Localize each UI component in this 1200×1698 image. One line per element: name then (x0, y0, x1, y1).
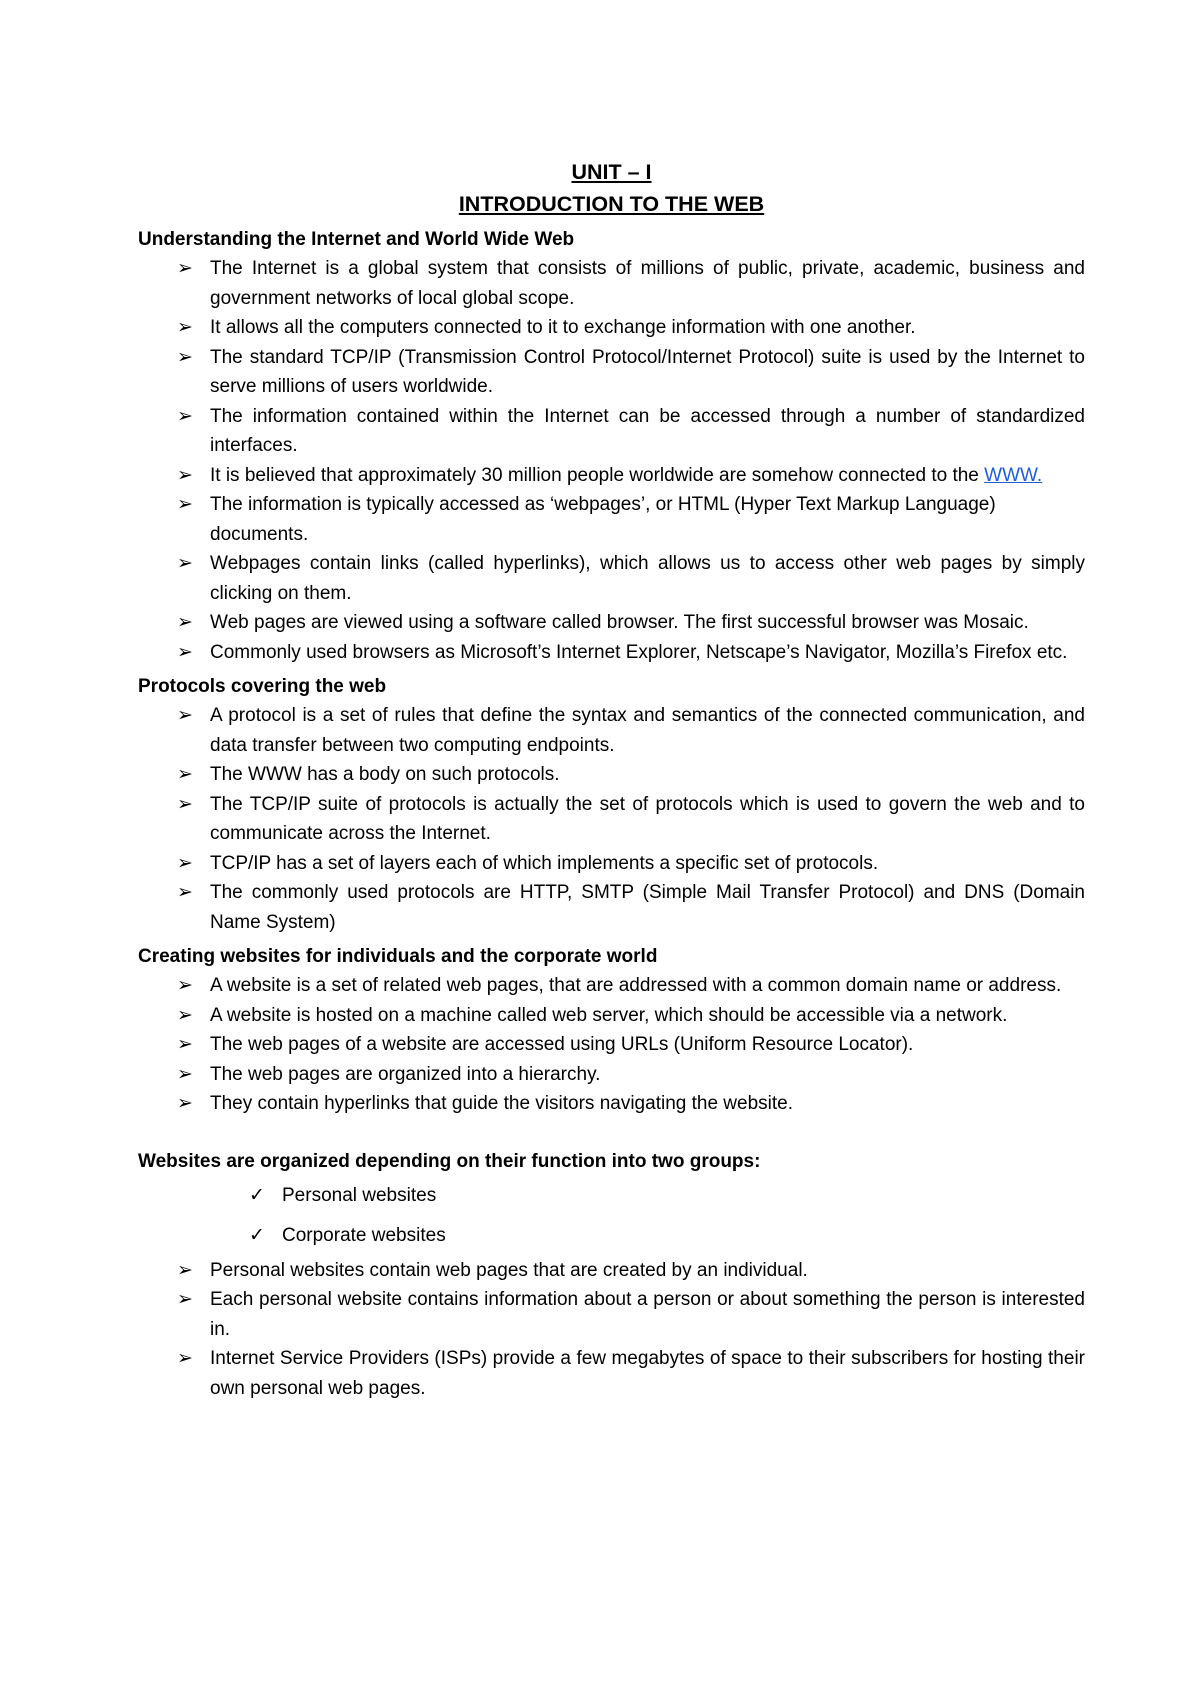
website-types-list (138, 1176, 1085, 1256)
arrow-bullet-icon: ➢ (177, 975, 193, 996)
list-item: ➢ Webpages contain links (called hyperlinks), which allows us to access other web pages by simply clicking on them. (138, 549, 1085, 608)
arrow-bullet-icon: ➢ (177, 705, 193, 726)
protocols-list (138, 701, 1085, 937)
checkmark-icon: ✓ (249, 1184, 265, 1206)
list-item: ➢ A website is a set of related web pages, that are addressed with a common domain name or address. (138, 971, 1085, 1001)
arrow-bullet-icon: ➢ (177, 317, 193, 338)
list-item: ➢ The TCP/IP suite of protocols is actually the set of protocols which is used to govern the web and to communicate across the Internet. (138, 790, 1085, 849)
page-title: INTRODUCTION TO THE WEB (458, 192, 765, 216)
list-item: ➢ The Internet is a global system that consists of millions of public, private, academic, business and government networks of local global scope. (138, 254, 1085, 313)
arrow-bullet-icon: ➢ (177, 1063, 193, 1085)
arrow-bullet-icon: ➢ (177, 764, 193, 785)
list-item: ➢ It is believed that approximately 30 million people worldwide are somehow connected to the WWW. (138, 461, 1085, 491)
arrow-bullet-icon: ➢ (177, 346, 193, 368)
arrow-bullet-icon: ➢ (177, 1093, 193, 1114)
list-item: ➢ TCP/IP has a set of layers each of which implements a specific set of protocols. (138, 849, 1085, 879)
arrow-bullet-icon: ➢ (177, 464, 193, 486)
arrow-bullet-icon: ➢ (177, 553, 193, 574)
groups-list (138, 1256, 1085, 1404)
section-heading-websites: Creating websites for individuals and the corporate world (138, 946, 658, 967)
list-item: ➢ A protocol is a set of rules that define the syntax and semantics of the connected communication, and data transfer between two computing endpoints. (138, 701, 1085, 760)
list-item: ➢ They contain hyperlinks that guide the visitors navigating the website. (138, 1089, 1085, 1119)
list-item: ➢ The information is typically accessed as ‘webpages’, or HTML (Hyper Text Markup Language) documents. (138, 490, 1085, 549)
section-heading-internet: Understanding the Internet and World Wide Web (138, 229, 575, 250)
section-heading-groups: Websites are organized depending on their function into two groups: (138, 1150, 761, 1172)
list-item: ➢ The web pages of a website are accessed using URLs (Uniform Resource Locator). (138, 1030, 1085, 1060)
list-item: ➢ The information contained within the Internet can be accessed through a number of standardized interfaces. (138, 402, 1085, 461)
section-heading-protocols: Protocols covering the web (138, 676, 387, 697)
www-link[interactable]: WWW. (984, 464, 1043, 486)
arrow-bullet-icon: ➢ (177, 641, 193, 663)
list-item: ➢ The WWW has a body on such protocols. (138, 760, 1085, 790)
checkmark-icon: ✓ (249, 1224, 265, 1246)
arrow-bullet-icon: ➢ (177, 793, 193, 815)
arrow-bullet-icon: ➢ (177, 405, 193, 427)
list-item: ➢ The commonly used protocols are HTTP, SMTP (Simple Mail Transfer Protocol) and DNS (Domain Name System) (138, 878, 1085, 937)
list-item: ➢ The standard TCP/IP (Transmission Control Protocol/Internet Protocol) suite is used by the Internet to serve millions of users worldwide. (138, 343, 1085, 402)
arrow-bullet-icon: ➢ (177, 1259, 193, 1281)
list-item: ➢ Internet Service Providers (ISPs) provide a few megabytes of space to their subscribers for hosting their own personal web pages. (138, 1344, 1085, 1403)
arrow-bullet-icon: ➢ (177, 1289, 193, 1310)
unit-heading: UNIT – I (571, 160, 652, 184)
arrow-bullet-icon: ➢ (177, 882, 193, 903)
list-item: ➢ Personal websites contain web pages that are created by an individual. (138, 1256, 1085, 1286)
arrow-bullet-icon: ➢ (177, 1004, 193, 1026)
list-item: ➢ Each personal website contains information about a person or about something the person is interested in. (138, 1285, 1085, 1344)
arrow-bullet-icon: ➢ (177, 612, 193, 633)
list-item: ✓ Corporate websites (138, 1216, 1085, 1256)
list-item: ➢ Commonly used browsers as Microsoft’s Internet Explorer, Netscape’s Navigator, Mozilla’s Firefox etc. (138, 638, 1085, 668)
arrow-bullet-icon: ➢ (177, 258, 193, 279)
websites-list (138, 971, 1085, 1119)
list-item: ✓ Personal websites (138, 1176, 1085, 1216)
list-item: ➢ Web pages are viewed using a software called browser. The first successful browser was Mosaic. (138, 608, 1085, 638)
list-item: ➢ The web pages are organized into a hierarchy. (138, 1060, 1085, 1090)
arrow-bullet-icon: ➢ (177, 1348, 193, 1369)
list-item: ➢ It allows all the computers connected to it to exchange information with one another. (138, 313, 1085, 343)
arrow-bullet-icon: ➢ (177, 852, 193, 874)
arrow-bullet-icon: ➢ (177, 494, 193, 515)
arrow-bullet-icon: ➢ (177, 1034, 193, 1055)
internet-list (138, 254, 1085, 667)
list-item: ➢ A website is hosted on a machine called web server, which should be accessible via a network. (138, 1001, 1085, 1031)
